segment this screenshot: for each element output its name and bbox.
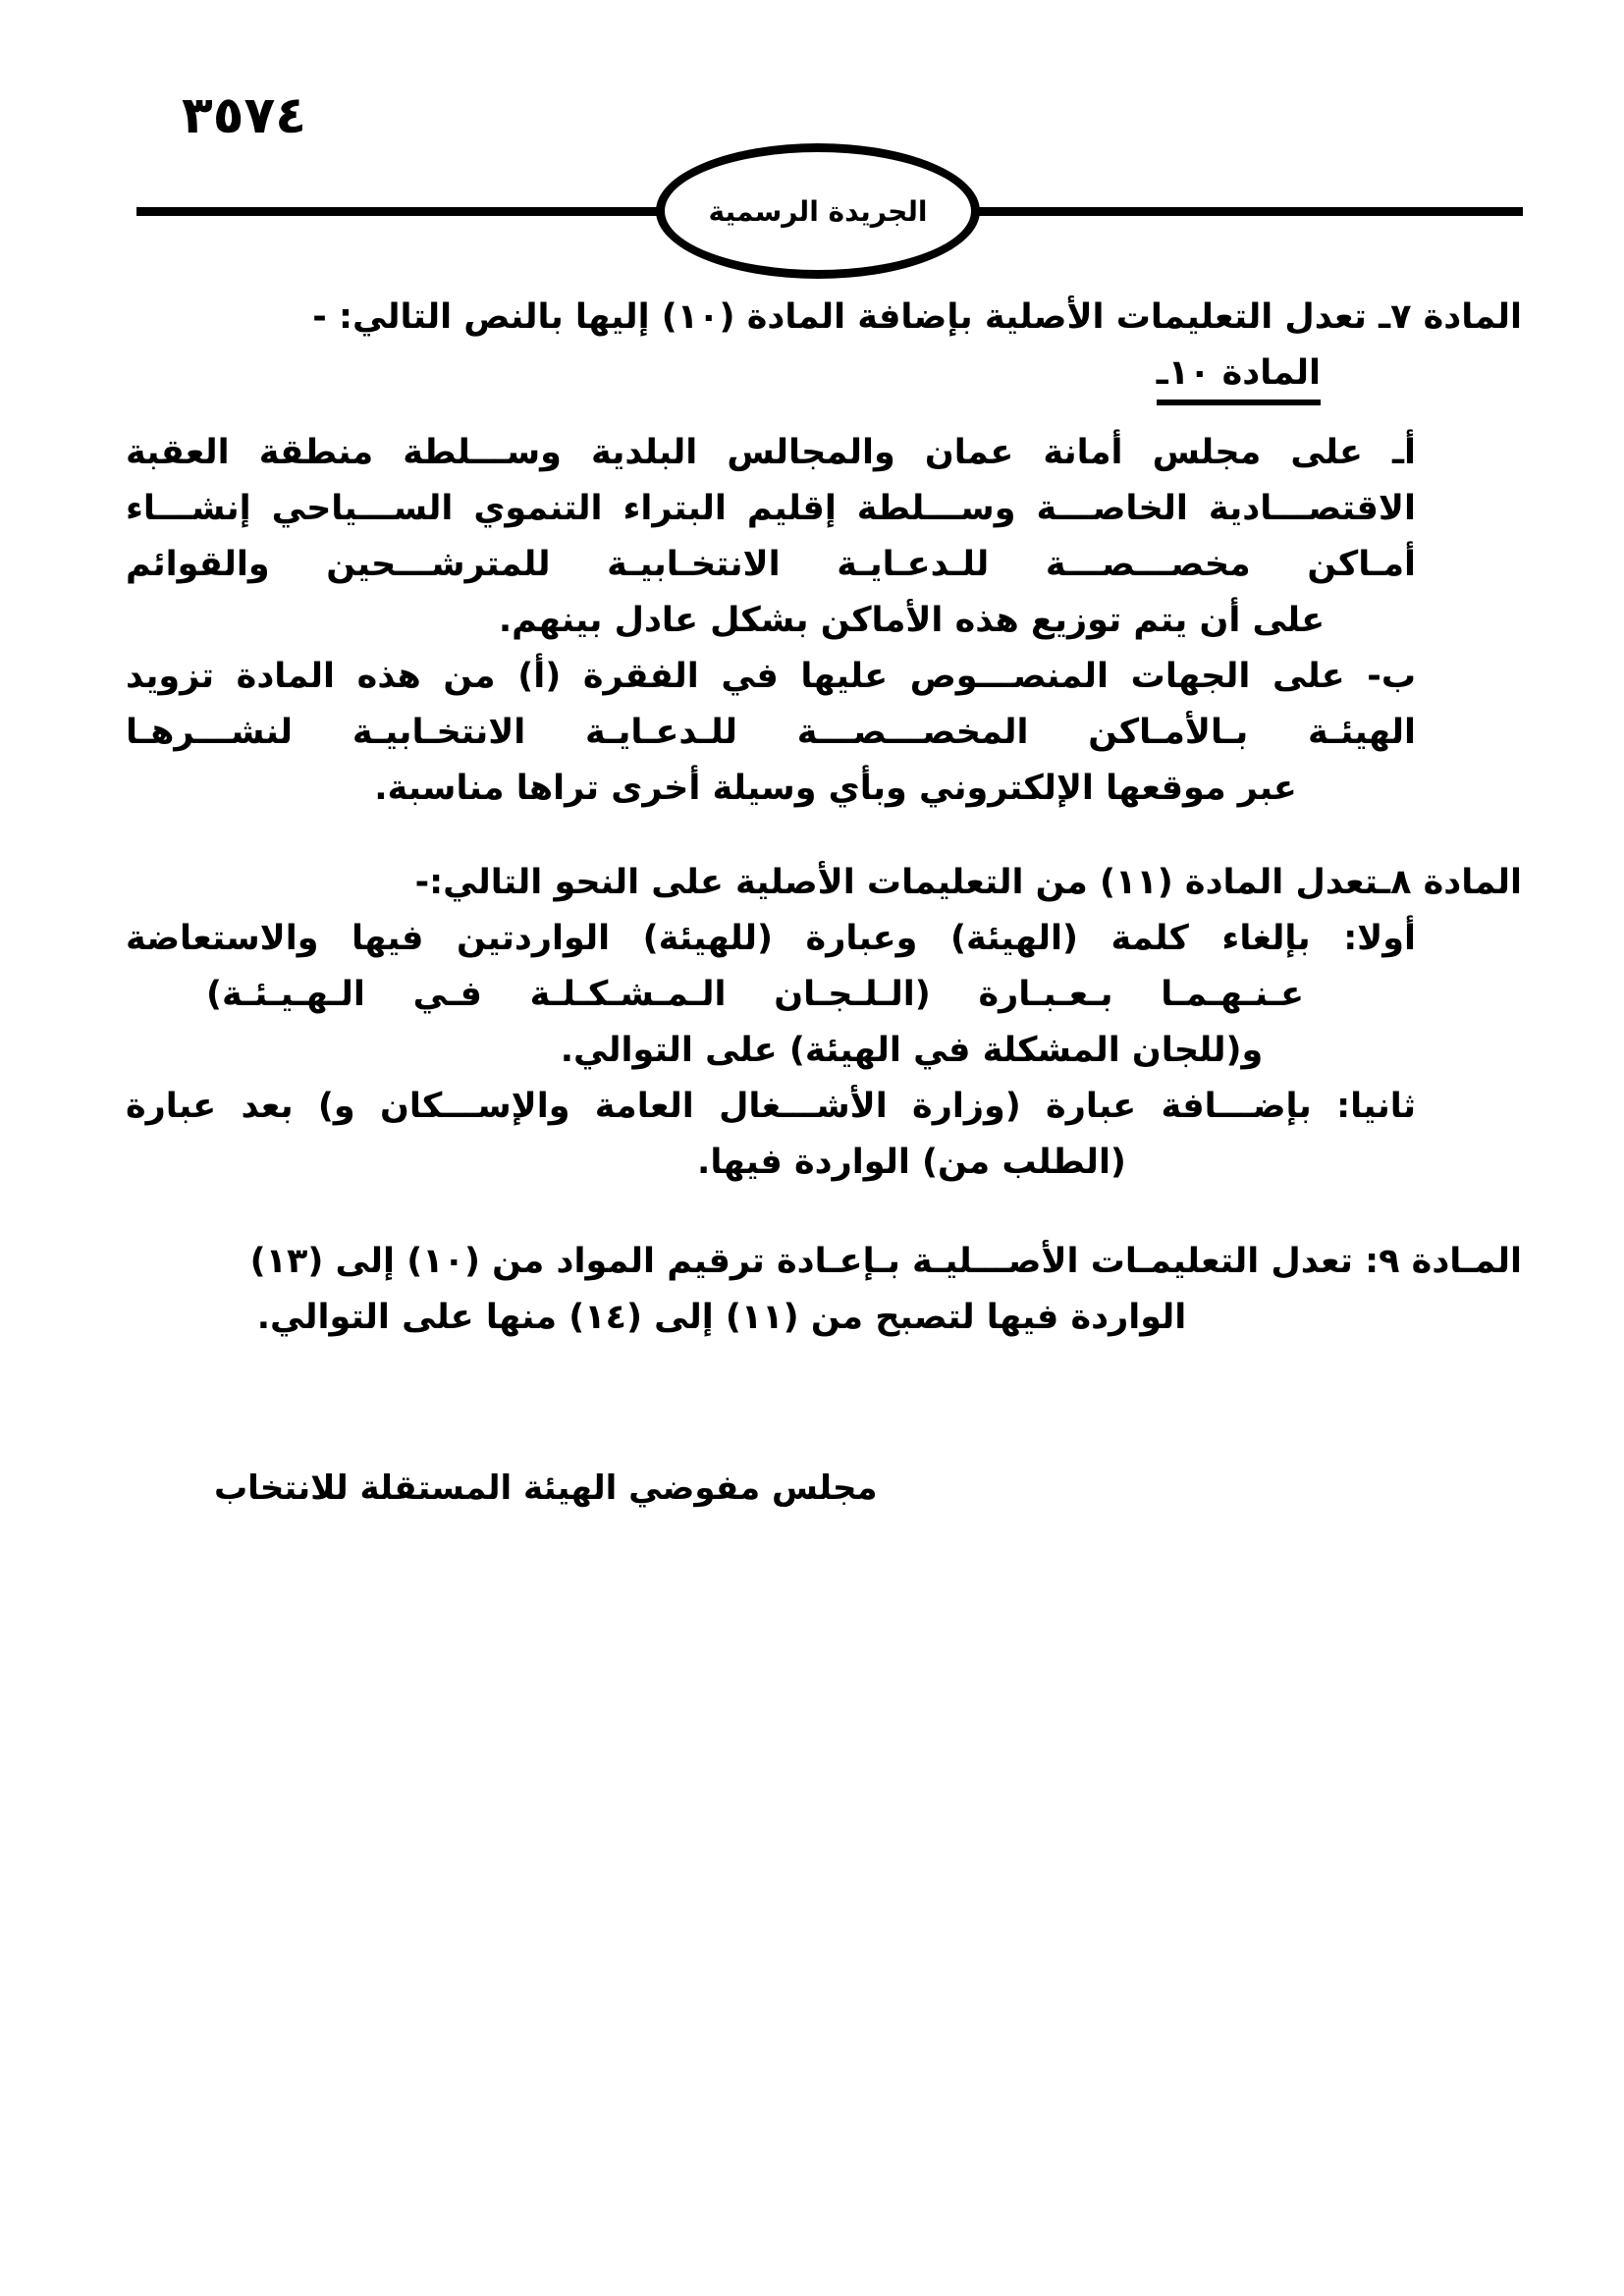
page-number: ٣٥٧٤ bbox=[182, 86, 306, 145]
article8-first-line1: أولا: بإلغاء كلمة (الهيئة) وعبارة (للهيئة) الواردتين فيها والاستعاضة bbox=[126, 919, 1416, 958]
article10-heading bbox=[98, 346, 1522, 405]
article8-opening: المادة ٨ـتعدل المادة (١١) من التعليمات الأصلية على النحو التالي:- bbox=[414, 863, 1522, 902]
article9-line2: الواردة فيها لتصبح من (١١) إلى (١٤) منها على التوالي. bbox=[256, 1298, 1187, 1337]
article7-opening: المادة ٧ـ تعدل التعليمات الأصلية بإضافة المادة (١٠) إليها بالنص التالي: - bbox=[312, 297, 1522, 337]
article9-line1: المـادة ٩: تعدل التعليمـات الأصـــليـة بـإعـادة ترقيم المواد من (١٠) إلى (١٣) bbox=[249, 1242, 1522, 1281]
article7-clause-b-line2: الهيئـة بـالأمـاكن المخصـــصـــة للـدعـايـة الانتخـابيـة لنشـــرهـا bbox=[126, 713, 1416, 752]
article8-second-line1: ثانيا: بإضـــافة عبارة (وزارة الأشـــغال العامة والإســـكان و) بعد عبارة bbox=[126, 1087, 1416, 1126]
article7-clause-b-line3: عبر موقعها الإلكتروني وبأي وسيلة أخرى تراها مناسبة. bbox=[374, 769, 1297, 808]
article8-first-line3: و(للجان المشكلة في الهيئة) على التوالي. bbox=[560, 1031, 1264, 1070]
article8-first-line2: عـنـهـمـا بـعـبـارة (الـلـجـان الـمـشـكـلـة فـي الـهـيـئـة) bbox=[206, 975, 1304, 1014]
gazette-title: الجريدة الرسمية bbox=[708, 194, 928, 228]
masthead-ellipse bbox=[656, 143, 980, 279]
issuing-authority-signature: مجلس مفوضي الهيئة المستقلة للانتخاب bbox=[214, 1468, 878, 1508]
document-body bbox=[98, 290, 1522, 1517]
article7-clause-b-line1: ب- على الجهات المنصـــوص عليها في الفقرة (أ) من هذه المادة تزويد bbox=[126, 657, 1416, 696]
article7-clause-a-line3: أمـاكن مخصـــصـــة للـدعـايـة الانتخـابيـة للمترشـــحين والقوائم bbox=[126, 545, 1416, 584]
article7-clause-a-line2: الاقتصـــادية الخاصـــة وســـلطة إقليم البتراء التنموي الســـياحي إنشـــاء bbox=[126, 489, 1416, 528]
article8-second-line2: (الطلب من) الواردة فيها. bbox=[697, 1143, 1126, 1182]
article7-clause-a-line1: أـ على مجلس أمانة عمان والمجالس البلدية وســـلطة منطقة العقبة bbox=[126, 433, 1416, 472]
article7-clause-a-line4: على أن يتم توزيع هذه الأماكن بشكل عادل بينهم. bbox=[498, 601, 1326, 640]
article10-heading-text: المادة ١٠ـ bbox=[1157, 349, 1321, 405]
